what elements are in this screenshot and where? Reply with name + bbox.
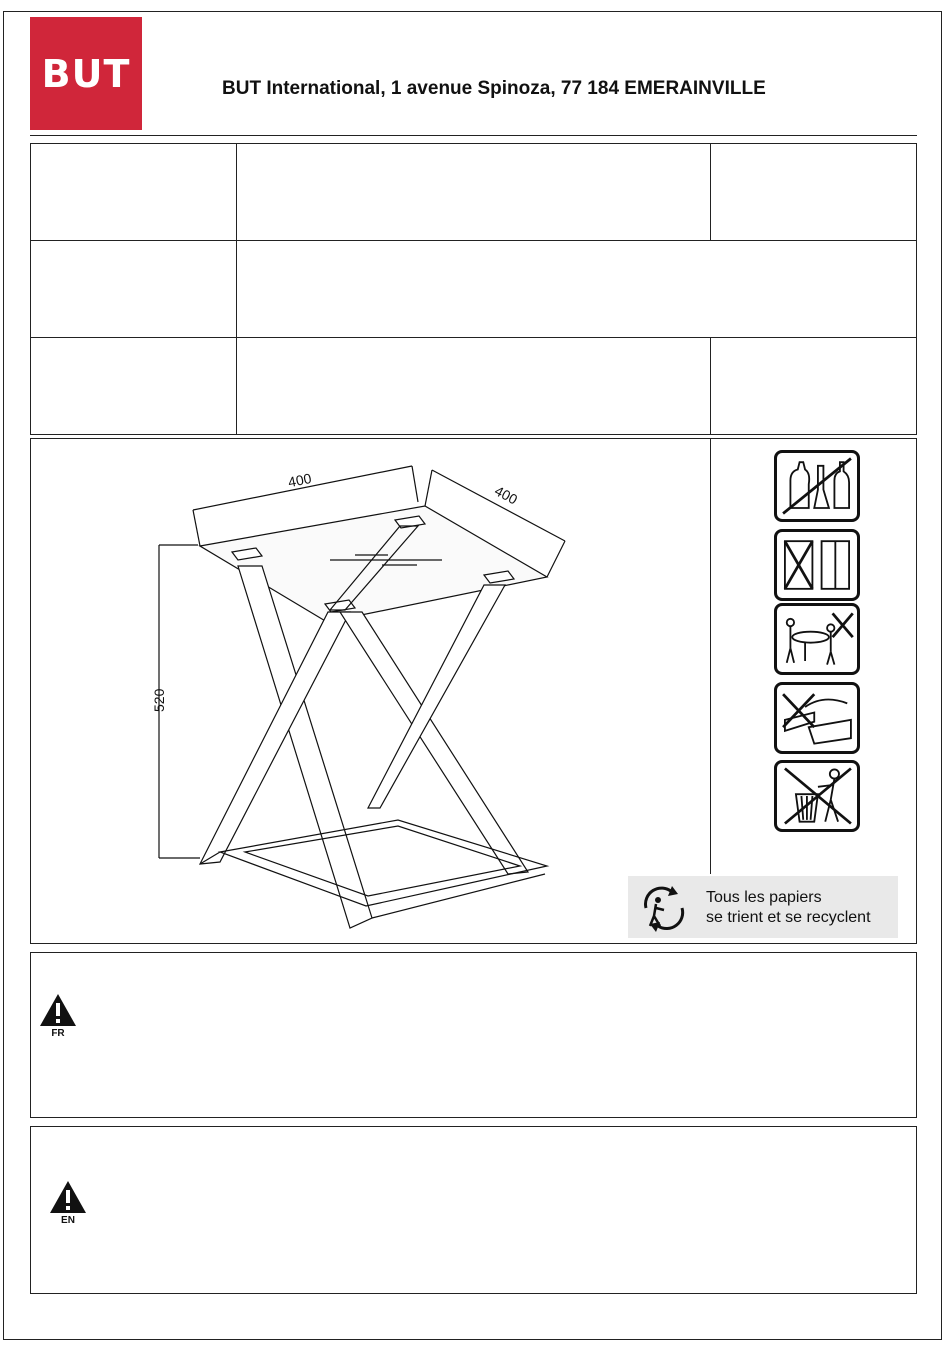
warning-en: [48, 1180, 88, 1226]
warning-fr: [38, 993, 78, 1039]
recycle-line-2: se trient et se recyclent: [706, 909, 871, 926]
company-address: BUT International, 1 avenue Spinoza, 77 184 EMERAINVILLE: [222, 78, 766, 99]
warning-label-en: EN: [61, 1215, 75, 1226]
no-abrasive-cleaning-icon: [774, 682, 860, 754]
dimension-depth: 400: [492, 482, 521, 508]
triman-recycle-icon: [636, 882, 692, 934]
warning-box-fr: [30, 952, 917, 1118]
info-table-col-divider-2a: [710, 143, 711, 240]
warning-box-en: [30, 1126, 917, 1294]
dimension-width: 400: [286, 469, 313, 491]
info-table-col-divider-1: [236, 143, 237, 435]
warning-triangle-icon: [49, 1180, 87, 1214]
leg-back-b: [368, 585, 505, 808]
header-divider: [30, 135, 917, 136]
recycle-notice: [628, 876, 898, 938]
info-table: [30, 143, 917, 435]
warning-triangle-icon: [39, 993, 77, 1027]
recycle-line-1: Tous les papiers: [706, 889, 822, 906]
info-table-col-divider-2b: [710, 337, 711, 435]
no-humid-place-icon: [774, 529, 860, 601]
drawing-section-divider: [710, 438, 711, 874]
info-table-row-divider-1: [30, 240, 917, 241]
leg-back-a: [340, 612, 528, 874]
warning-label-fr: FR: [51, 1028, 65, 1039]
info-table-row-divider-2: [30, 337, 917, 338]
brand-logo-text: BUT: [41, 51, 131, 96]
table-drawing: [120, 450, 600, 940]
no-household-waste-icon: [774, 760, 860, 832]
no-chemical-cleaners-icon: [774, 450, 860, 522]
two-person-assembly-icon: [774, 603, 860, 675]
dimension-height: 520: [151, 688, 167, 712]
brand-logo: [30, 17, 142, 130]
